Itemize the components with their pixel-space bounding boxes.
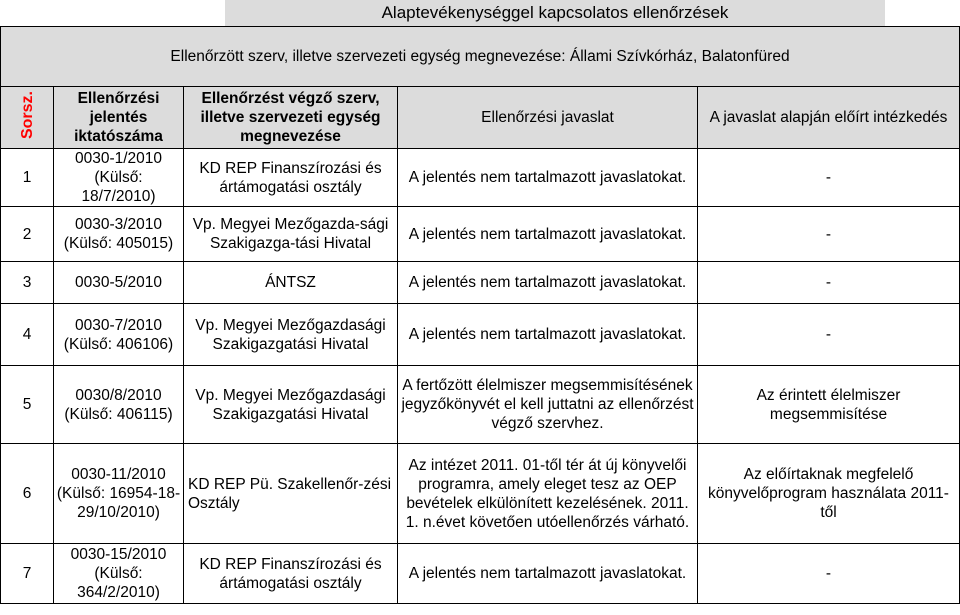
row-intezkedes: Az érintett élelmiszer megsemmisítése <box>698 366 960 444</box>
row-intezkedes: - <box>698 544 960 604</box>
row-javaslat: Az intézet 2011. 01-től tér át új könyvelői programra, amely eleget tesz az OEP bevételek elkülönített kezelésének. 2011. 1. n.évet követően utóellenőrzés várható. <box>398 444 698 544</box>
row-iktato: 0030-7/2010 (Külső: 406106) <box>54 304 184 366</box>
inspection-table <box>0 26 960 604</box>
row-intezkedes: - <box>698 207 960 262</box>
row-number: 7 <box>1 544 54 604</box>
row-szerv: ÁNTSZ <box>184 262 398 304</box>
table-row <box>1 149 960 207</box>
page-title: Alaptevékenységgel kapcsolatos ellenőrzések <box>225 0 885 26</box>
row-javaslat: A jelentés nem tartalmazott javaslatokat. <box>398 207 698 262</box>
header-row <box>1 87 960 149</box>
header-iktato: Ellenőrzési jelentés iktatószáma <box>54 87 184 149</box>
row-szerv: Vp. Megyei Mezőgazdasági Szakigazgatási Hivatal <box>184 304 398 366</box>
table-row <box>1 544 960 604</box>
row-javaslat: A fertőzött élelmiszer megsemmisítésének jegyzőkönyvét el kell juttatni az ellenőrzést végző szervhez. <box>398 366 698 444</box>
header-sorsz: Sorsz. <box>1 87 54 149</box>
row-number: 2 <box>1 207 54 262</box>
row-intezkedes: Az előírtaknak megfelelő könyvelőprogram használata 2011-től <box>698 444 960 544</box>
row-intezkedes: - <box>698 149 960 207</box>
header-javaslat: Ellenőrzési javaslat <box>398 87 698 149</box>
row-szerv: KD REP Pü. Szakellenőr-zési Osztály <box>184 444 398 544</box>
header-intezkedes: A javaslat alapján előírt intézkedés <box>698 87 960 149</box>
row-iktato: 0030/8/2010 (Külső: 406115) <box>54 366 184 444</box>
row-javaslat: A jelentés nem tartalmazott javaslatokat. <box>398 304 698 366</box>
row-number: 1 <box>1 149 54 207</box>
row-szerv: Vp. Megyei Mezőgazda-sági Szakigazga-tási Hivatal <box>184 207 398 262</box>
row-szerv: Vp. Megyei Mezőgazdasági Szakigazgatási Hivatal <box>184 366 398 444</box>
row-number: 6 <box>1 444 54 544</box>
row-szerv: KD REP Finanszírozási és ártámogatási osztály <box>184 149 398 207</box>
row-iktato: 0030-1/2010 (Külső: 18/7/2010) <box>54 149 184 207</box>
table-row <box>1 444 960 544</box>
row-number: 4 <box>1 304 54 366</box>
row-number: 5 <box>1 366 54 444</box>
row-javaslat: A jelentés nem tartalmazott javaslatokat. <box>398 544 698 604</box>
row-javaslat: A jelentés nem tartalmazott javaslatokat. <box>398 262 698 304</box>
row-iktato: 0030-11/2010 (Külső: 16954-18-29/10/2010) <box>54 444 184 544</box>
row-iktato: 0030-5/2010 <box>54 262 184 304</box>
row-iktato: 0030-15/2010 (Külső: 364/2/2010) <box>54 544 184 604</box>
table-row <box>1 366 960 444</box>
row-intezkedes: - <box>698 304 960 366</box>
subtitle-cell <box>1 27 960 87</box>
table-row <box>1 262 960 304</box>
row-javaslat: A jelentés nem tartalmazott javaslatokat. <box>398 149 698 207</box>
title-bar <box>0 0 960 26</box>
row-iktato: 0030-3/2010 (Külső: 405015) <box>54 207 184 262</box>
table-row <box>1 207 960 262</box>
row-number: 3 <box>1 262 54 304</box>
row-intezkedes: - <box>698 262 960 304</box>
subtitle: Ellenőrzött szerv, illetve szervezeti egység megnevezése: Állami Szívkórház, Balatonfüred <box>170 48 790 65</box>
table-row <box>1 304 960 366</box>
row-szerv: KD REP Finanszírozási és ártámogatási osztály <box>184 544 398 604</box>
header-szerv: Ellenőrzést végző szerv, illetve szervezeti egység megnevezése <box>184 87 398 149</box>
